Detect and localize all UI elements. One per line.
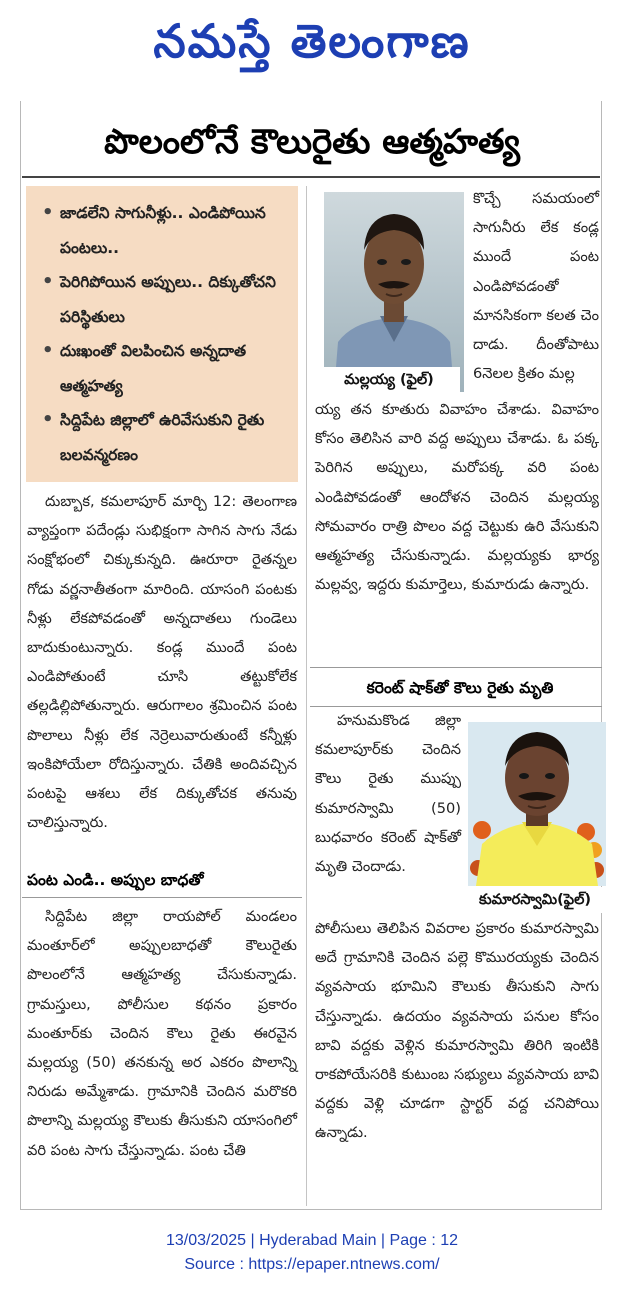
highlights-box bbox=[26, 186, 298, 482]
article-wrap-text-2: హనుమకొండ జిల్లా కమలాపూర్‌కు చెందిన కౌలు రైతు ముప్పు కుమారస్వామి (50) బుధవారం కరెంట్ షాక్‌తో మృతి చెందాడు. bbox=[315, 712, 461, 876]
bullet-icon: • bbox=[42, 340, 54, 361]
newspaper-masthead: నమస్తే తెలంగాణ bbox=[153, 14, 471, 68]
highlight-item: • పెరిగిపోయిన అప్పులు.. దిక్కుతోచని పరిస్థితులు bbox=[40, 265, 290, 334]
bullet-icon: • bbox=[42, 271, 54, 292]
photo-caption-kumaraswamy: కుమారస్వామి(ఫైల్) bbox=[462, 887, 608, 913]
portrait-kumaraswamy-image bbox=[468, 722, 606, 886]
subheading-crop-debt: పంట ఎండి.. అప్పుల బాధతో bbox=[27, 871, 204, 889]
highlight-item: • సిద్దిపేట జిల్లాలో ఉరివేసుకుని రైతు బలవన్మరణం bbox=[40, 403, 290, 472]
farmer-photo-kumaraswamy bbox=[468, 722, 606, 886]
farmer-photo-mallayya bbox=[324, 192, 464, 392]
photo-caption-mallayya: మల్లయ్య (ఫైల్) bbox=[318, 367, 460, 393]
highlight-item: • దుఃఖంతో విలపించిన అన్నదాత ఆత్మహత్య bbox=[40, 334, 290, 403]
article-paragraph-mallayya: సిద్దిపేట జిల్లా రాయపోల్ మండలం మంతూర్‌లో అప్పులబాధతో కౌలురైతు పొలంలోనే ఆత్మహత్య చేసుకున్నాడు. గ్రామస్తులు, పోలీసుల కథనం ప్రకారం మంతూర్‌కు చెందిన కౌలు రైతు ఈరవైన మల్లయ్య (50) తనకున్న అర ఎకరం పొలాన్ని నిరుడు అమ్మేశాడు. గ్రామానికి చెందిన మరొకరి పొలాన్ని మల్లయ్య కౌలుకు తీసుకుని యాసంగిలో వరి పంట సాగు చేస్తున్నాడు. పంట చేతి bbox=[27, 908, 297, 1159]
subheading-divider bbox=[22, 897, 302, 898]
footer-source-link[interactable]: Source : https://epaper.ntnews.com/ bbox=[184, 1256, 440, 1273]
article-intro-paragraph: దుబ్బాక, కమలాపూర్ మార్చి 12: తెలంగాణ వ్యాప్తంగా పదేండ్లు సుభిక్షంగా సాగిన సాగు నేడు సంక్షోభంలో చిక్కుకున్నది. ఊరూరా రైతన్నల గోడు వర్ణనాతీతంగా మారింది. యాసంగి పంటకు నీళ్లు లేకపోవడంతో అన్నదాతలు గుండెలు బాదుకుంటున్నారు. కండ్ల ముందే పంట ఎండిపోతుంటే చూసి తట్టుకోలేక తల్లడిల్లిపోతున్నారు. ఆరుగాలం శ్రమించిన పంట పొలాలు నీళ్లు లేక నెర్రెలువారుతుంటే కన్నీళ్లు ఇంకిపోయేలా రోదిస్తున్నారు. చేతికి అందివచ్చిన పంటపై ఆశలు లేక దిక్కుతోచక తనువు చాలిస్తున్నారు. bbox=[27, 493, 297, 832]
highlight-item: • జాడలేని సాగునీళ్లు.. ఎండిపోయిన పంటలు.. bbox=[40, 196, 290, 265]
footer-date-edition: 13/03/2025 | Hyderabad Main | Page : 12 bbox=[165, 1232, 459, 1249]
bullet-icon: • bbox=[42, 409, 54, 430]
article-paragraph-mallayya-continued: య్య తన కూతురు వివాహం చేశాడు. వివాహం కోసం తెలిసిన వారి వద్ద అప్పులు చేశాడు. ఓ పక్క పెరిగిన అప్పులు, మరోపక్క వరి పంట ఎండిపోవడంతో ఆందోళన చెందిన మల్లయ్య సోమవారం రాత్రి పొలం వద్ద చెట్టుకు ఉరి వేసుకుని ఆత్మహత్య చేసుకున్నాడు. మల్లయ్యకు భార్య మల్లవ్వ, ఇద్దరు కుమార్తెలు, కుమారుడు ఉన్నారు. bbox=[315, 401, 599, 594]
subheading-electric-shock: కరెంట్ షాక్‌తో కౌలు రైతు మృతి bbox=[366, 679, 554, 697]
portrait-mallayya-image bbox=[324, 192, 464, 392]
highlights-list bbox=[40, 196, 290, 472]
section-divider bbox=[310, 667, 602, 668]
article-wrap-text-1: కొచ్చే సమయంలో సాగునీరు లేక కండ్ల ముందే పంట ఎండిపోవడంతో మానసికంగా కలత చెం దాడు. దీంతోపాటు 6నెలల క్రితం మల్ల bbox=[473, 190, 599, 383]
bullet-icon: • bbox=[42, 202, 54, 223]
article-paragraph-kumaraswamy: పోలీసులు తెలిపిన వివరాల ప్రకారం కుమారస్వామి అదే గ్రామానికి చెందిన పల్లె కొమురయ్యకు చెందిన వ్యవసాయ భూమిని కౌలుకు తీసుకుని సాగు చేస్తున్నాడు. ఉదయం వ్యవసాయ పనుల కోసం బావి వద్దకు వెళ్లిన కుమారస్వామి తిరిగి ఇంటికి రాకపోయేసరికి కుటుంబ సభ్యులు వ్యవసాయ బావి వద్దకు వెళ్లి చూడగా స్టార్టర్ వద్ద చనిపోయి ఉన్నాడు. bbox=[315, 920, 599, 1142]
headline-divider bbox=[22, 176, 600, 178]
column-divider bbox=[306, 186, 307, 1206]
article-headline: పొలంలోనే కౌలురైతు ఆత్మహత్య bbox=[104, 122, 520, 162]
